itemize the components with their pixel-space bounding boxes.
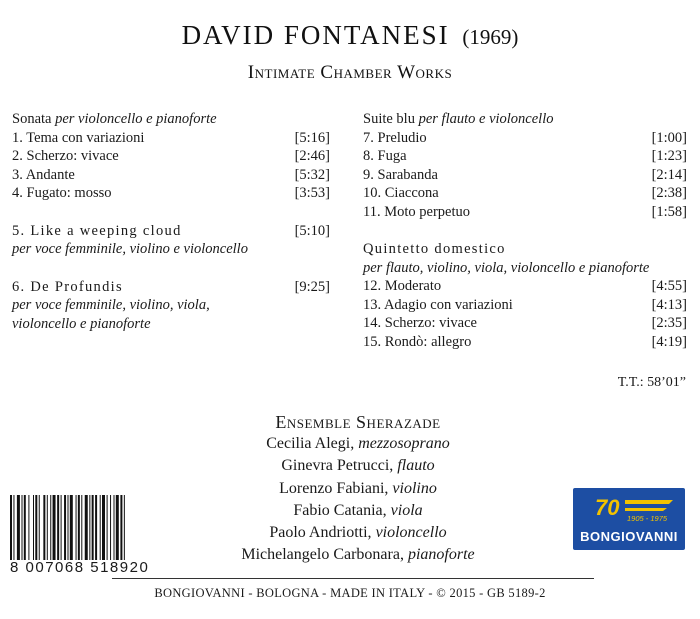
barcode-bar: [28, 495, 29, 560]
barcode-bar: [17, 495, 20, 560]
barcode-bar: [95, 495, 97, 560]
barcode-bar: [102, 495, 105, 560]
barcode-bar: [13, 495, 14, 560]
member-credit: Ginevra Petrucci, flauto: [281, 457, 435, 475]
barcode-bar: [81, 495, 82, 560]
barcode: [10, 495, 162, 560]
barcode-bar: [92, 495, 94, 560]
barcode-bar: [10, 495, 12, 560]
track-row: 10. Ciaccona [2:38]: [363, 185, 687, 201]
instrumentation-de-profundis-2: violoncello e pianoforte: [12, 315, 151, 332]
barcode-bar: [35, 495, 37, 560]
anniversary-number: 70: [595, 495, 620, 520]
footer-credits: BONGIOVANNI - BOLOGNA - MADE IN ITALY - © 2015 - GB 5189-2: [154, 586, 546, 600]
member-credit: Lorenzo Fabiani, violino: [279, 479, 437, 497]
barcode-bar: [50, 495, 51, 560]
ensemble-name: Ensemble Sherazade: [275, 412, 441, 432]
barcode-bar: [100, 495, 101, 560]
barcode-bar: [107, 495, 108, 560]
barcode-bar: [61, 495, 62, 560]
track-row: 9. Sarabanda [2:14]: [363, 166, 687, 183]
anniversary-70-emblem: [573, 488, 685, 528]
barcode-bar: [70, 495, 73, 560]
barcode-bar: [110, 495, 111, 560]
track-row: 2. Scherzo: vivace [2:46]: [12, 148, 330, 164]
barcode-bar: [78, 495, 80, 560]
track-row: 7. Preludio [1:00]: [363, 129, 687, 146]
work-heading-quintetto: Quintetto domestico: [363, 241, 506, 257]
track-row: 13. Adagio con variazioni [4:13]: [363, 296, 687, 313]
track-row-weeping-cloud: 5. Like a weeping cloud [5:10]: [12, 222, 330, 239]
album-title: Intimate Chamber Works: [247, 62, 453, 83]
track-row: 8. Fuga [1:23]: [363, 148, 687, 164]
track-row-de-profundis: 6. De Profundis [9:25]: [12, 278, 330, 295]
member-credit: Fabio Catania, viola: [293, 501, 423, 519]
ensemble-credits: [168, 411, 548, 566]
barcode-bar: [47, 495, 48, 560]
track-row: 3. Andante [5:32]: [12, 166, 330, 183]
barcode-bar: [24, 495, 26, 560]
barcode-bar: [85, 495, 88, 560]
track-row: 4. Fugato: mosso [3:53]: [12, 185, 330, 201]
barcode-bar: [76, 495, 77, 560]
barcode-bar: [124, 495, 125, 560]
track-row: 11. Moto perpetuo [1:58]: [363, 203, 687, 220]
barcode-number: 8 007068 518920: [10, 559, 150, 576]
composer-title: [0, 20, 700, 51]
barcode-bar: [120, 495, 122, 560]
track-row: 15. Rondò: allegro [4:19]: [363, 333, 687, 350]
barcode-bar: [43, 495, 45, 560]
barcode-bar: [22, 495, 23, 560]
composer-year: (1969): [462, 25, 519, 49]
barcode-bar: [89, 495, 90, 560]
member-credit: Paolo Andriotti, violoncello: [269, 524, 447, 542]
barcode-bar: [116, 495, 119, 560]
barcode-bar: [33, 495, 34, 560]
track-row: 12. Moderato [4:55]: [363, 278, 687, 294]
barcode-bar: [68, 495, 69, 560]
bongiovanni-logo: [573, 488, 685, 550]
logo-brand: BONGIOVANNI: [580, 529, 678, 544]
member-credit: Michelangelo Carbonara, pianoforte: [241, 546, 475, 564]
instrumentation-quintetto: per flauto, violino, viola, violoncello e pianoforte: [363, 259, 650, 276]
instrumentation-de-profundis-1: per voce femminile, violino, viola,: [12, 297, 210, 313]
footer-divider: [112, 578, 594, 579]
work-heading-suite-blu: Suite blu per flauto e violoncello: [363, 111, 554, 127]
tracklist-right: [363, 110, 687, 351]
track-row: 14. Scherzo: vivace [2:35]: [363, 315, 687, 331]
track-row: 1. Tema con variazioni [5:16]: [12, 129, 330, 146]
work-heading-sonata: Sonata per violoncello e pianoforte: [12, 111, 217, 127]
composer-name: DAVID FONTANESI: [181, 20, 450, 50]
anniversary-years: 1905 - 1975: [627, 514, 668, 523]
barcode-bar: [39, 495, 40, 560]
barcode-bar: [53, 495, 56, 560]
member-credit: Cecilia Alegi, mezzosoprano: [266, 435, 450, 453]
total-time: T.T.: 58’01”: [617, 375, 686, 390]
barcode-bar: [114, 495, 115, 560]
barcode-bar: [64, 495, 66, 560]
barcode-bar: [57, 495, 59, 560]
instrumentation-weeping-cloud: per voce femminile, violino e violoncello: [12, 241, 248, 257]
tracklist-left: [12, 110, 330, 333]
